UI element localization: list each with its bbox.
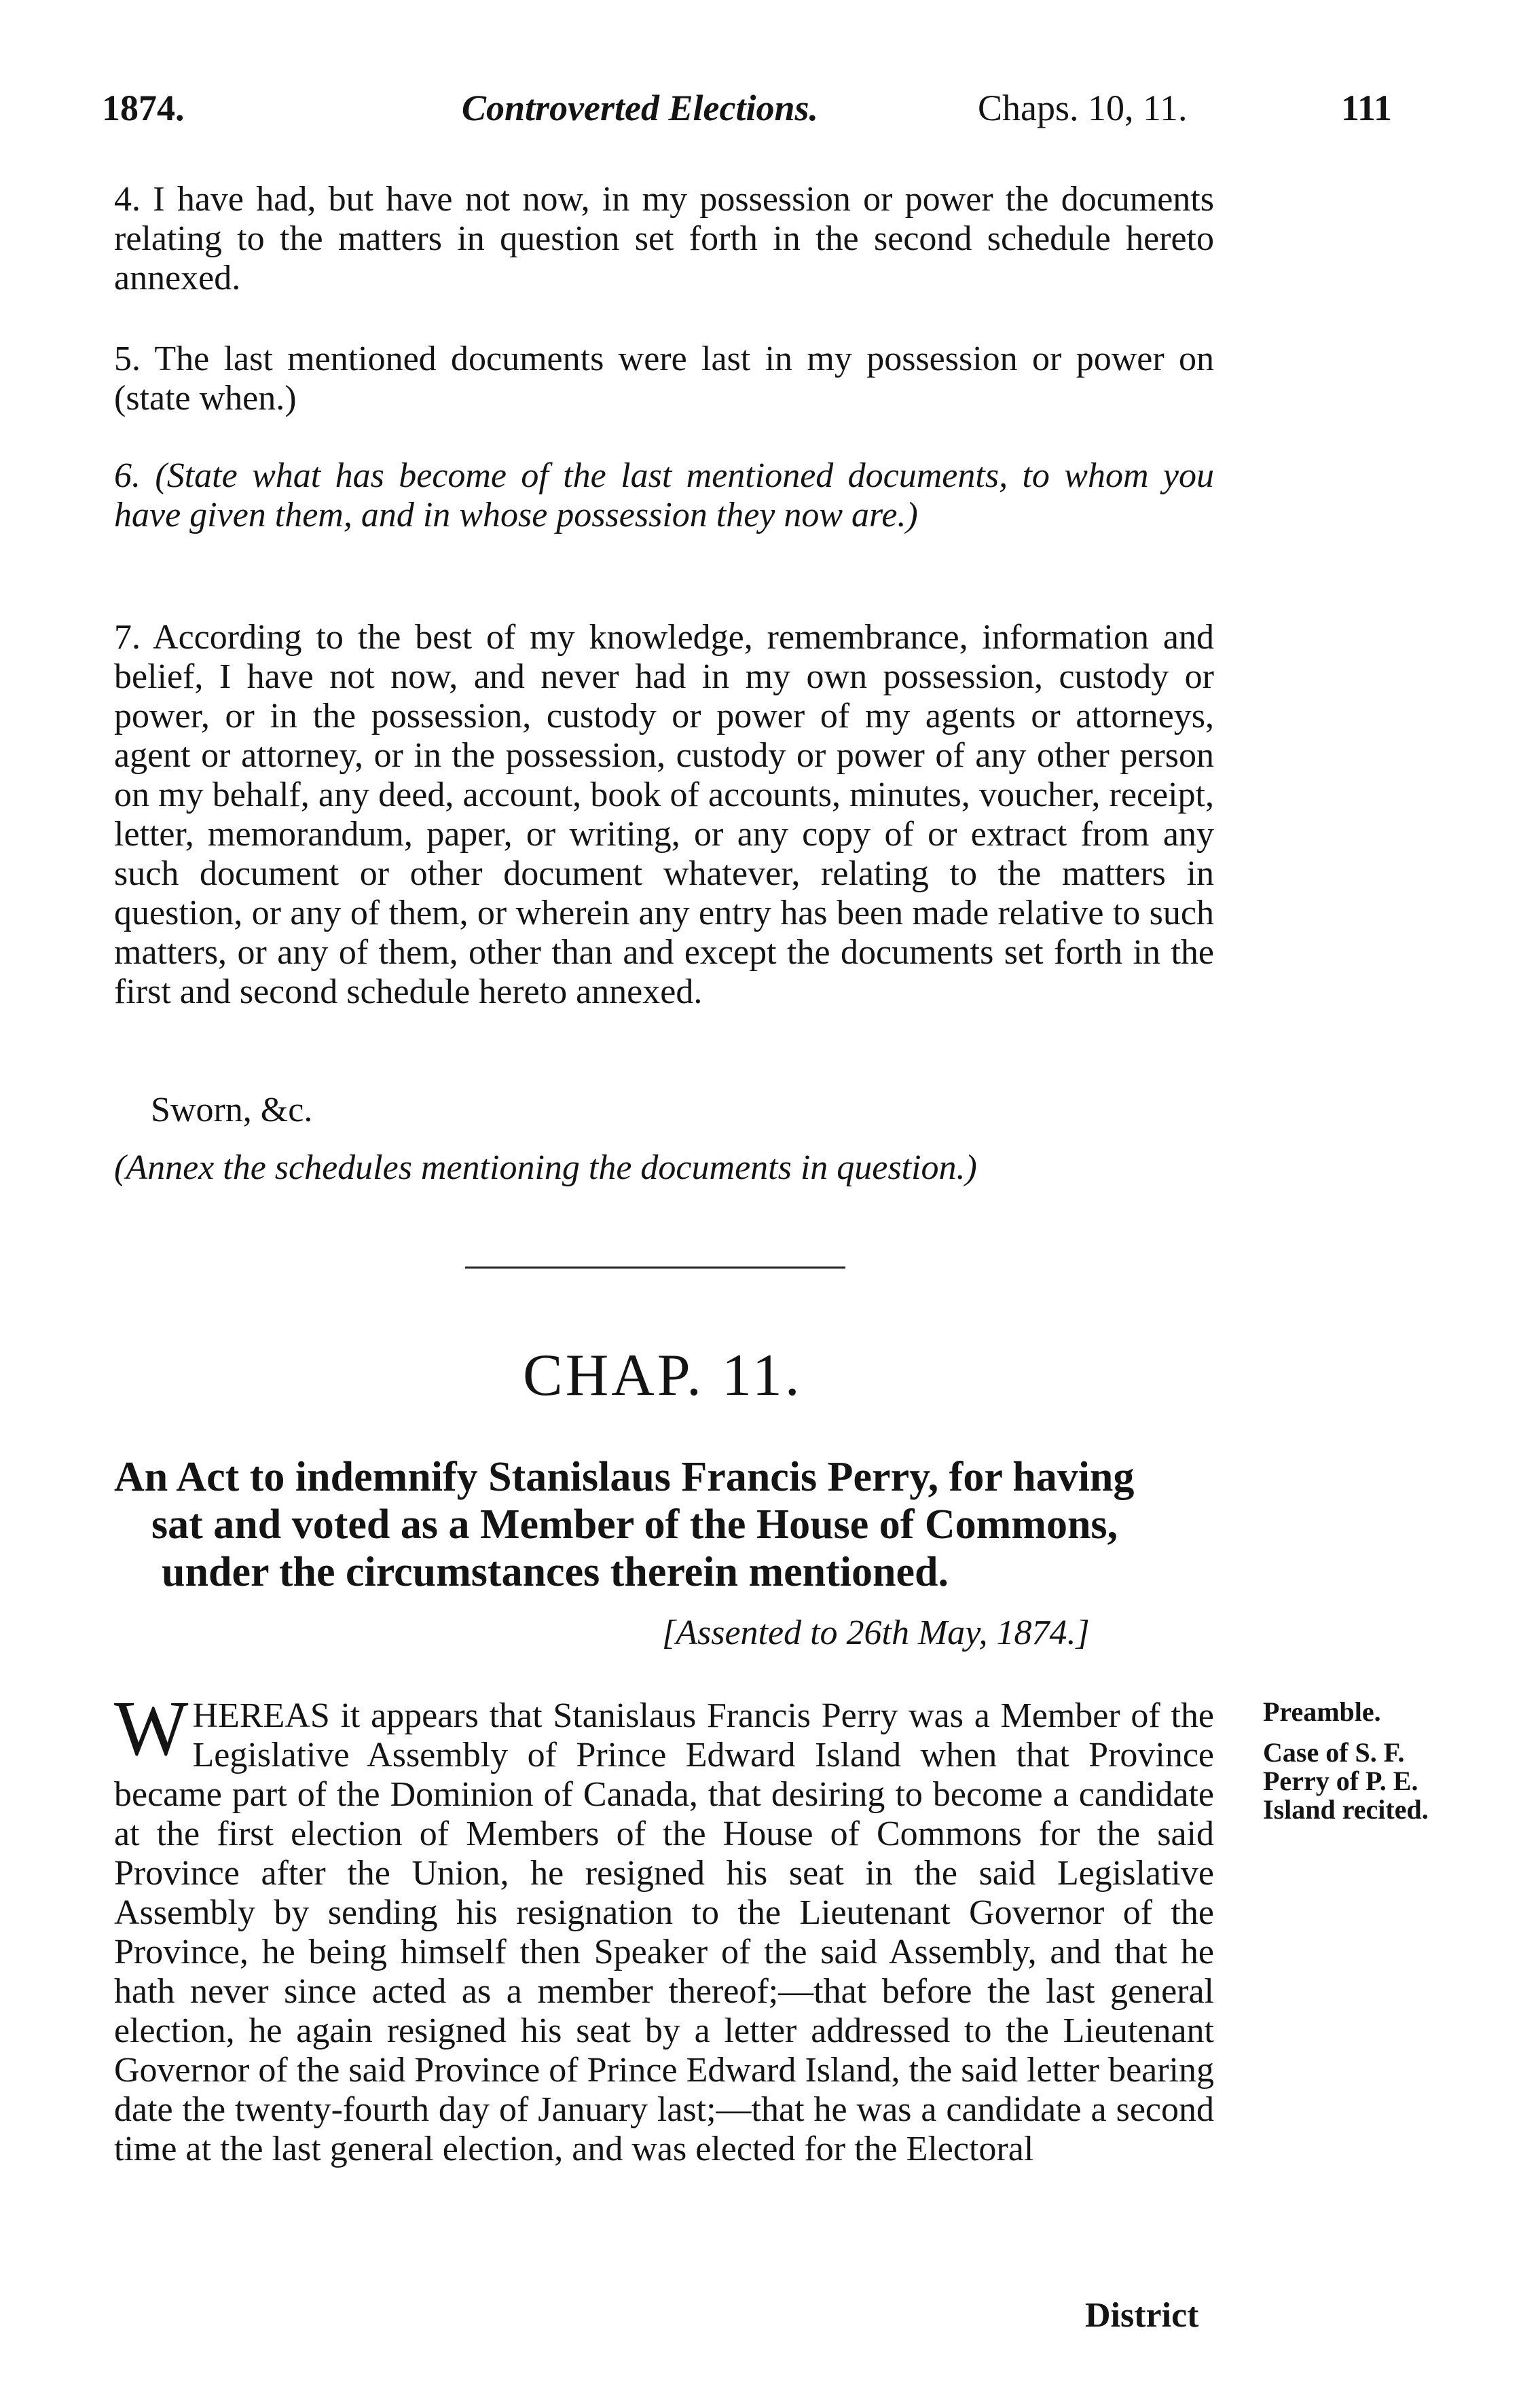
act-title-line-1: An Act to indemnify Stanislaus Francis Perry, for having bbox=[114, 1454, 1135, 1500]
margin-note-preamble: Preamble. bbox=[1263, 1696, 1381, 1727]
act-title-line-2: sat and voted as a Member of the House of Commons, bbox=[151, 1501, 1118, 1548]
paragraph-7: 7. According to the best of my knowledge, remembrance, information and belief, I have not now, and never had in my own possession, custody or power, or in the possession, custody or power of my agents or attorneys, agent or attorney, or in the possession, custody or power of any other person on my behalf, any deed, account, book of accounts, minutes, voucher, receipt, letter, memorandum, paper, or writing, or any copy of or extract from any such document or other document whatever, relating to the matters in question, or any of them, or wherein any entry has been made relative to such matters, or any of them, other than and except the documents set forth in the first and second schedule hereto annexed. bbox=[114, 618, 1214, 1011]
annex-instruction: (Annex the schedules mentioning the documents in question.) bbox=[114, 1148, 977, 1187]
act-title bbox=[114, 1453, 1214, 1596]
header-year: 1874. bbox=[102, 88, 185, 128]
preamble-text: HEREAS it appears that Stanislaus Francis Perry was a Member of the Legislative Assembly of Prince Edward Island when that Province became part of the Dominion of Canada, that desiring to become a candidate at the first election of Members of the House of Commons for the said Province after the Union, he resigned his seat in the said Legislative Assembly by sending his resignation to the Lieutenant Governor of the Province, he being himself then Speaker of the said Assembly, and that he hath never since acted as a member thereof;—that before the last general election, he again resigned his seat by a letter addressed to the Lieutenant Governor of the said Province of Prince Edward Island, the said letter bearing date the twenty-fourth day of January last;—that he was a candidate a second time at the last general election, and was elected for the Electoral bbox=[114, 1696, 1214, 2168]
assent-date: [Assented to 26th May, 1874.] bbox=[662, 1614, 1090, 1652]
sworn-line: Sworn, &c. bbox=[151, 1091, 313, 1129]
preamble-paragraph bbox=[114, 1686, 1214, 2169]
running-header bbox=[102, 87, 1392, 141]
act-title-line-3: under the circumstances therein mentioned. bbox=[162, 1549, 949, 1595]
section-divider bbox=[465, 1267, 845, 1269]
header-title: Controverted Elections. bbox=[462, 88, 818, 128]
paragraph-5: 5. The last mentioned documents were last in my possession or power on (state when.) bbox=[114, 340, 1214, 418]
paragraph-6: 6. (State what has become of the last mentioned documents, to whom you have given them, and in whose possession they now are.) bbox=[114, 456, 1214, 534]
page-number: 111 bbox=[1340, 88, 1392, 128]
header-chapters: Chaps. 10, 11. bbox=[978, 88, 1188, 128]
margin-note-case: Case of S. F. Perry of P. E. Island recited. bbox=[1263, 1737, 1429, 1825]
drop-cap: W bbox=[114, 1686, 189, 1772]
chapter-heading: CHAP. 11. bbox=[523, 1343, 803, 1408]
paragraph-4: 4. I have had, but have not now, in my possession or power the documents relating to the matters in question set forth in the second schedule hereto annexed. bbox=[114, 180, 1214, 297]
margin-notes bbox=[1263, 1698, 1440, 1824]
catchword: District bbox=[1085, 2296, 1199, 2335]
